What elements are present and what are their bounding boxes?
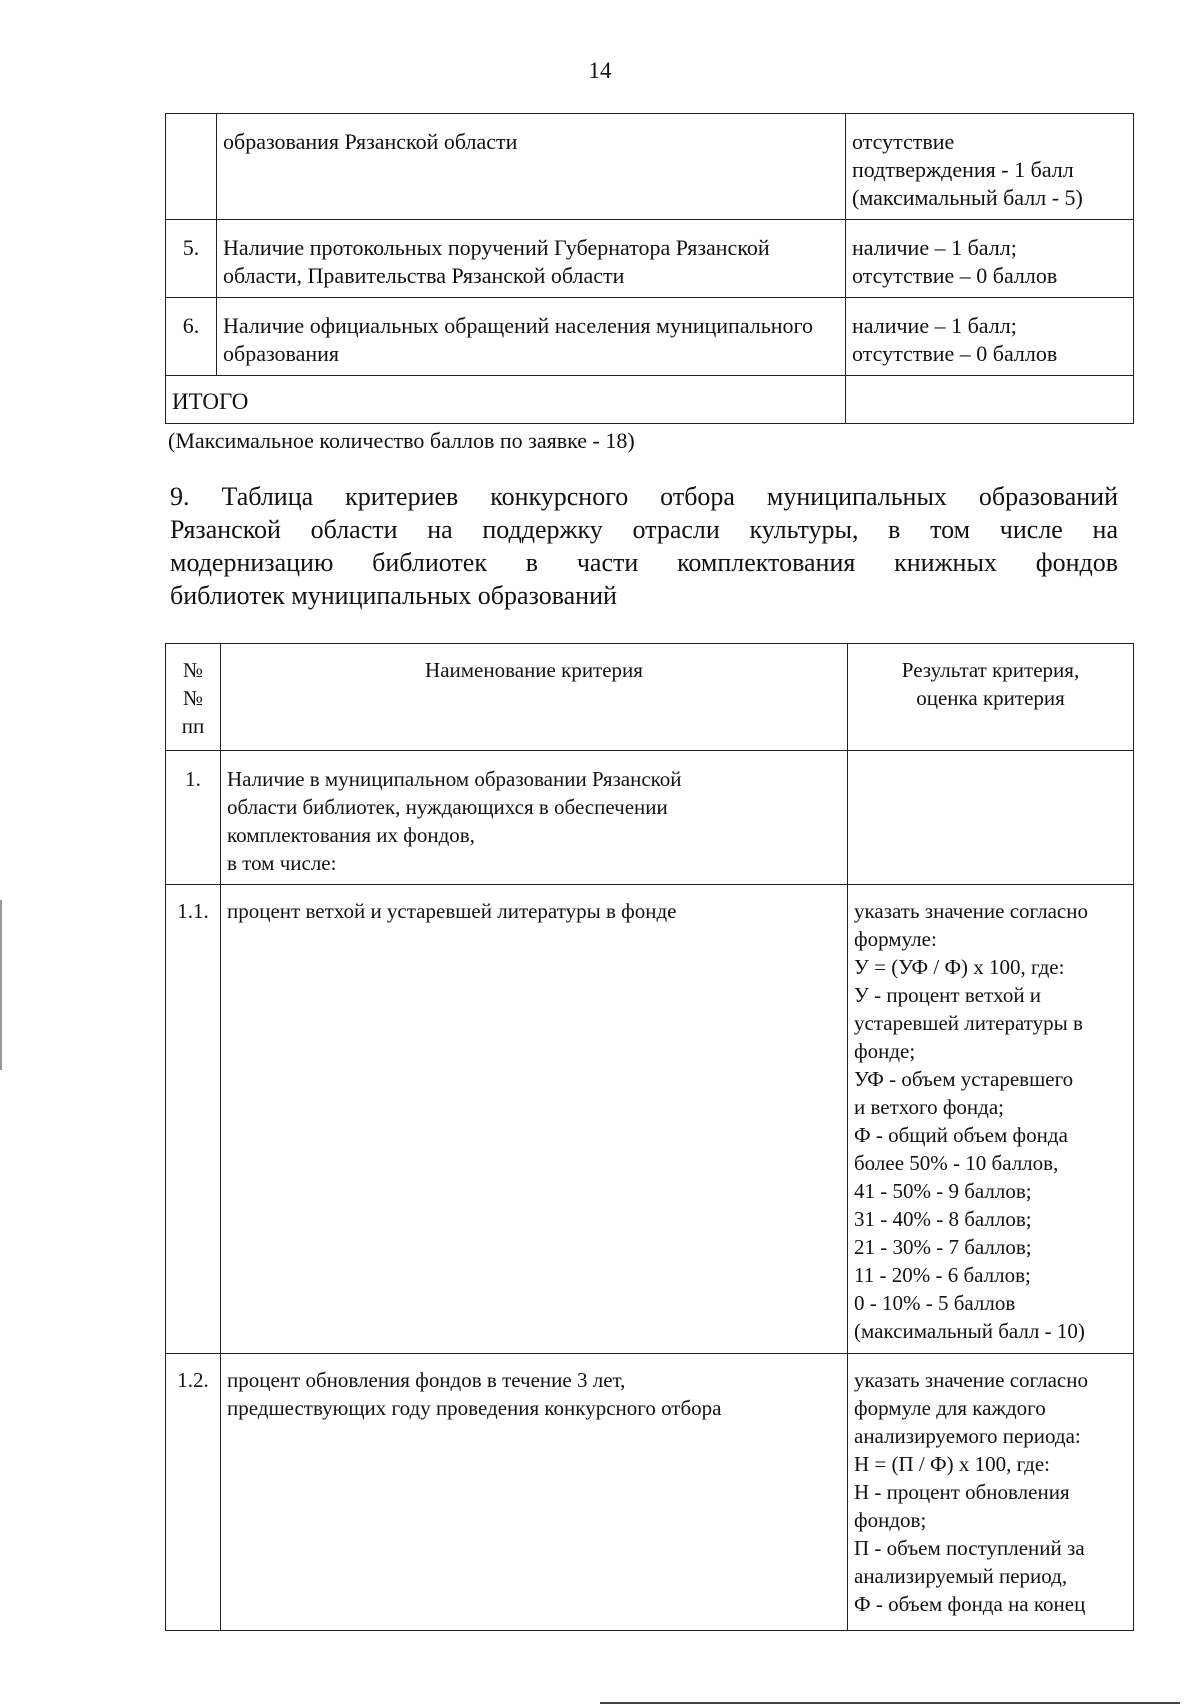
result-line: Н - процент обновления: [854, 1480, 1070, 1504]
total-row: [166, 376, 1134, 424]
result-line: анализируемый период,: [854, 1564, 1068, 1588]
heading-line: модернизацию библиотек в части комплектования книжных фондов: [170, 548, 1118, 577]
result-line: 21 - 30% - 7 баллов;: [854, 1235, 1032, 1259]
header-number-line: №: [182, 658, 204, 682]
result-line: Ф - объем фонда на конец: [854, 1592, 1086, 1616]
row-number: 1.2.: [166, 1354, 221, 1631]
criterion-line: в том числе:: [227, 851, 337, 875]
header-criterion-name: Наименование критерия: [221, 644, 848, 751]
criterion-line: Наличие в муниципальном образовании Рязанской: [227, 767, 682, 791]
criterion-result: [848, 1354, 1134, 1631]
table-row: [166, 885, 1134, 1354]
criterion-result: [848, 751, 1134, 885]
result-line: П - объем поступлений за: [854, 1536, 1085, 1560]
result-line: Н = (П / Ф) х 100, где:: [854, 1452, 1050, 1476]
result-line: 11 - 20% - 6 баллов;: [854, 1263, 1031, 1287]
criterion-text: Наличие официальных обращений населения муниципального образования: [217, 298, 846, 376]
row-number: 5.: [166, 220, 217, 298]
result-line: 31 - 40% - 8 баллов;: [854, 1207, 1032, 1231]
result-line: 41 - 50% - 9 баллов;: [854, 1179, 1032, 1203]
library-criteria-table: [165, 643, 1134, 1631]
result-line: формуле для каждого: [854, 1396, 1046, 1420]
result-line: (максимальный балл - 5): [852, 185, 1083, 210]
result-line: подтверждения - 1 балл: [852, 157, 1074, 182]
result-line: наличие – 1 балл;: [852, 313, 1017, 338]
row-number: 1.1.: [166, 885, 221, 1354]
result-line: фонде;: [854, 1039, 916, 1063]
criterion-text: процент ветхой и устаревшей литературы в фонде: [221, 885, 848, 1354]
header-result-line: оценка критерия: [916, 686, 1065, 710]
result-line: наличие – 1 балл;: [852, 235, 1017, 260]
criterion-text: Наличие протокольных поручений Губернатора Рязанской области, Правительства Рязанской области: [217, 220, 846, 298]
table-row: [166, 298, 1134, 376]
criterion-text: [221, 1354, 848, 1631]
header-number: [166, 644, 221, 751]
header-number-line: №: [182, 686, 204, 710]
result-line: Ф - общий объем фонда: [854, 1123, 1068, 1147]
table-row: [166, 220, 1134, 298]
criteria-table-continuation: [165, 113, 1134, 424]
footer-rule: [600, 1702, 1180, 1704]
result-line: 0 - 10% - 5 баллов: [854, 1291, 1016, 1315]
criterion-line: комплектования их фондов,: [227, 823, 475, 847]
result-line: У - процент ветхой и: [854, 983, 1042, 1007]
table-header-row: [166, 644, 1134, 751]
result-line: устаревшей литературы в: [854, 1011, 1083, 1035]
criterion-text: образования Рязанской области: [217, 114, 846, 220]
table-row: [166, 1354, 1134, 1631]
row-number: 6.: [166, 298, 217, 376]
result-line: отсутствие – 0 баллов: [852, 341, 1058, 366]
table-row: [166, 114, 1134, 220]
result-line: отсутствие: [852, 129, 955, 154]
total-label: ИТОГО: [166, 376, 846, 424]
result-line: отсутствие – 0 баллов: [852, 263, 1058, 288]
result-line: и ветхого фонда;: [854, 1095, 1005, 1119]
row-number: 1.: [166, 751, 221, 885]
criterion-result: [848, 885, 1134, 1354]
result-line: указать значение согласно: [854, 899, 1088, 923]
row-number: [166, 114, 217, 220]
result-line: УФ - объем устаревшего: [854, 1067, 1074, 1091]
header-criterion-result: [848, 644, 1134, 751]
criterion-line: области библиотек, нуждающихся в обеспечении: [227, 795, 668, 819]
result-line: фондов;: [854, 1508, 927, 1532]
table-row: [166, 751, 1134, 885]
criterion-line: предшествующих году проведения конкурсного отбора: [227, 1396, 722, 1420]
heading-line: библиотек муниципальных образований: [170, 581, 617, 610]
page-number: 14: [588, 58, 612, 83]
max-score-note: (Максимальное количество баллов по заявке - 18): [168, 428, 635, 453]
criterion-text: [221, 751, 848, 885]
criterion-result: [846, 298, 1134, 376]
total-value: [846, 376, 1134, 424]
scan-margin-mark: [0, 900, 2, 1070]
header-result-line: Результат критерия,: [901, 658, 1080, 682]
criterion-line: процент обновления фондов в течение 3 лет,: [227, 1368, 626, 1392]
heading-line: Рязанской области на поддержку отрасли культуры, в том числе на: [170, 515, 1118, 544]
result-line: более 50% - 10 баллов,: [854, 1151, 1059, 1175]
criterion-result: [846, 114, 1134, 220]
section-heading: [170, 480, 1118, 612]
result-line: анализируемого периода:: [854, 1424, 1081, 1448]
result-line: формуле:: [854, 927, 937, 951]
header-number-line: пп: [181, 714, 205, 738]
result-line: У = (УФ / Ф) х 100, где:: [854, 955, 1065, 979]
criterion-result: [846, 220, 1134, 298]
heading-line: 9. Таблица критериев конкурсного отбора муниципальных образований: [170, 482, 1118, 511]
result-line: указать значение согласно: [854, 1368, 1088, 1392]
result-line: (максимальный балл - 10): [854, 1319, 1085, 1343]
